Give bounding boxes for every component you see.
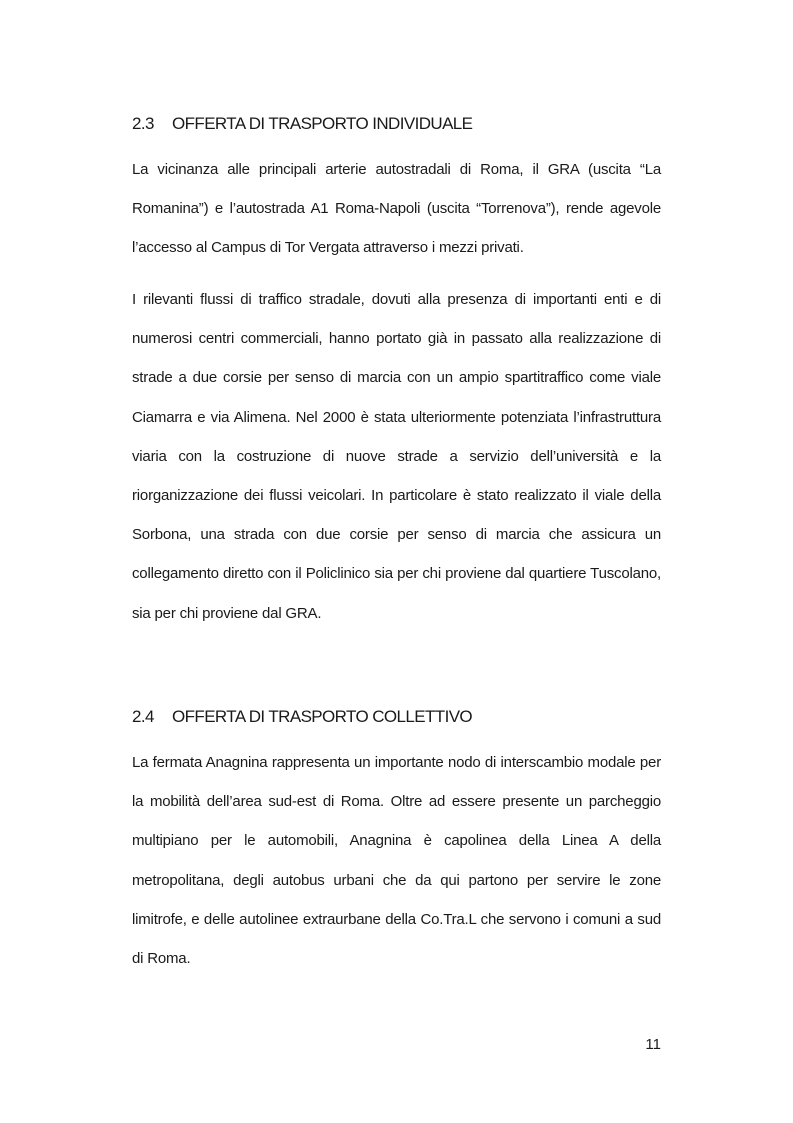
- section-title: OFFERTA DI TRASPORTO INDIVIDUALE: [172, 114, 473, 133]
- section-heading-2-3: [132, 114, 472, 134]
- section-number: 2.3: [132, 114, 154, 133]
- paragraph: La vicinanza alle principali arterie autostradali di Roma, il GRA (uscita “La Romanina”) e l’autostrada A1 Roma-Napoli (uscita “Torrenova”), rende agevole l’accesso al Campus di Tor Vergata attraverso i mezzi privati.: [132, 161, 661, 257]
- section-title: OFFERTA DI TRASPORTO COLLETTIVO: [172, 707, 473, 726]
- paragraph: La fermata Anagnina rappresenta un importante nodo di interscambio modale per la mobilità dell’area sud-est di Roma. Oltre ad essere presente un parcheggio multipiano per le automobili, Anagnina è capolinea della Linea A della metropolitana, degli autobus urbani che da qui partono per servire le zone limitrofe, e delle autolinee extraurbane della Co.Tra.L che servono i comuni a sud di Roma.: [132, 754, 661, 968]
- section-number: 2.4: [132, 707, 154, 726]
- section-heading-2-4: [132, 707, 472, 727]
- paragraph: I rilevanti flussi di traffico stradale, dovuti alla presenza di importanti enti e di numerosi centri commerciali, hanno portato già in passato alla realizzazione di strade a due corsie per senso di marcia con un ampio spartitraffico come viale Ciamarra e via Alimena. Nel 2000 è stata ulteriormente potenziata l’infrastruttura viaria con la costruzione di nuove strade a servizio dell’università e la riorganizzazione dei flussi veicolari. In particolare è stato realizzato il viale della Sorbona, una strada con due corsie per senso di marcia che assicura un collegamento diretto con il Policlinico sia per chi proviene dal quartiere Tuscolano, sia per chi proviene dal GRA.: [132, 291, 661, 622]
- page-number: 11: [645, 1036, 661, 1053]
